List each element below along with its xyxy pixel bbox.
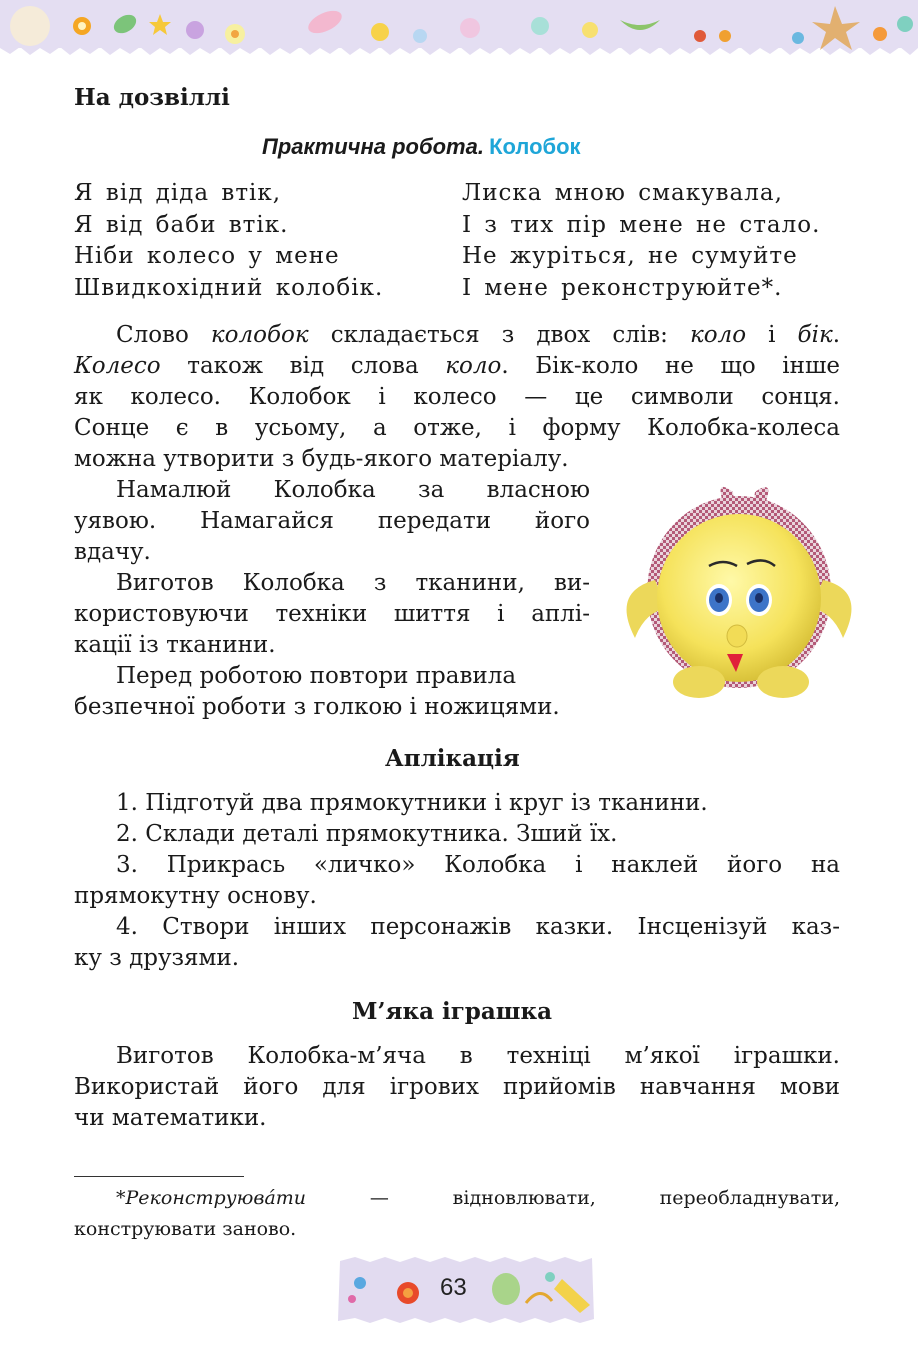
soft-toy-line: Використай його для ігрових прийомів навчання мови [74, 1074, 840, 1100]
practical-label: Практична робота [262, 134, 478, 159]
footnote-divider [74, 1176, 244, 1177]
poem-line: Не журіться, не сумуйте [462, 243, 798, 269]
safety-line: безпечної роботи з голкою і ножицями. [74, 694, 560, 720]
poem-line: І мене реконструюйте*. [462, 274, 783, 301]
poem-line: Я від діда втік, [74, 180, 282, 206]
sew-line: Виготов Колобка з тканини, ви- [116, 570, 590, 596]
intro-line: Сонце є в усьому, а отже, і форму Колобка-колеса [74, 415, 840, 441]
footnote-line: *Реконструюва́ти — відновлювати, переобладнувати, [116, 1187, 840, 1209]
poem-line: Швидкохідний колобік. [74, 274, 384, 301]
soft-toy-line: чи математики. [74, 1105, 267, 1131]
butterfly-icon [531, 17, 549, 35]
footnote [74, 1183, 840, 1245]
practical-dot: . [477, 134, 484, 159]
poem-line: Я від баби втік. [74, 211, 289, 238]
intro-line: як колесо. Колобок і колесо — це символи сонця. [74, 384, 840, 410]
intro-line: можна утворити з будь-якого матеріалу. [74, 446, 569, 472]
intro-line: Слово колобок складається з двох слів: коло і бік. [116, 322, 840, 348]
leaf-icon [492, 1273, 520, 1305]
list-item: 4. Створи інших персонажів казки. Інсценізуй каз- [116, 914, 840, 940]
list-item-continuation: ку з друзями. [74, 945, 240, 971]
draw-line: уявою. Намагайся передати його [74, 508, 590, 534]
draw-line: вдачу. [74, 539, 151, 565]
soft-toy-heading: М’яка іграшка [352, 998, 553, 1025]
top-decorative-banner [0, 0, 918, 58]
kolobok-toy-image [615, 480, 860, 708]
list-item-continuation: прямокутну основу. [74, 883, 317, 909]
soft-toy-paragraph [74, 1041, 840, 1134]
sew-line: кації із тканини. [74, 632, 276, 658]
poem-line: Лиска мною смакувала, [462, 180, 783, 206]
page-number: 63 [440, 1274, 467, 1301]
section-title: На дозвіллі [74, 84, 230, 111]
list-item: 2. Склади деталі прямокутника. Зший їх. [116, 821, 618, 847]
draw-line: Намалюй Колобка за власною [116, 477, 590, 503]
applique-steps [74, 788, 840, 974]
safety-line: Перед роботою повтори правила [116, 663, 517, 689]
poem-line: І з тих пір мене не стало. [462, 211, 821, 238]
practical-topic: Колобок [489, 134, 581, 159]
footnote-line: конструювати заново. [74, 1218, 297, 1240]
intro-paragraph [74, 320, 840, 475]
applique-heading: Аплікація [385, 745, 520, 772]
sew-paragraph [74, 568, 590, 661]
practical-work-title [262, 134, 581, 160]
flower-icon [354, 1277, 366, 1289]
sew-line: користовуючи техніки шиття і аплі- [74, 601, 590, 627]
intro-line: Колесо також від слова коло. Бік-коло не що інше [74, 353, 840, 379]
poem-left-column [74, 178, 383, 304]
poem-line: Ніби колесо у мене [74, 243, 340, 269]
draw-paragraph [74, 475, 590, 568]
list-item: 3. Прикрась «личко» Колобка і наклей його на [116, 852, 840, 878]
poem-right-column [462, 178, 820, 304]
soft-toy-line: Виготов Колобка-м’яча в техніці м’якої іграшки. [116, 1043, 840, 1069]
list-item: 1. Підготуй два прямокутники і круг із тканини. [116, 790, 708, 816]
